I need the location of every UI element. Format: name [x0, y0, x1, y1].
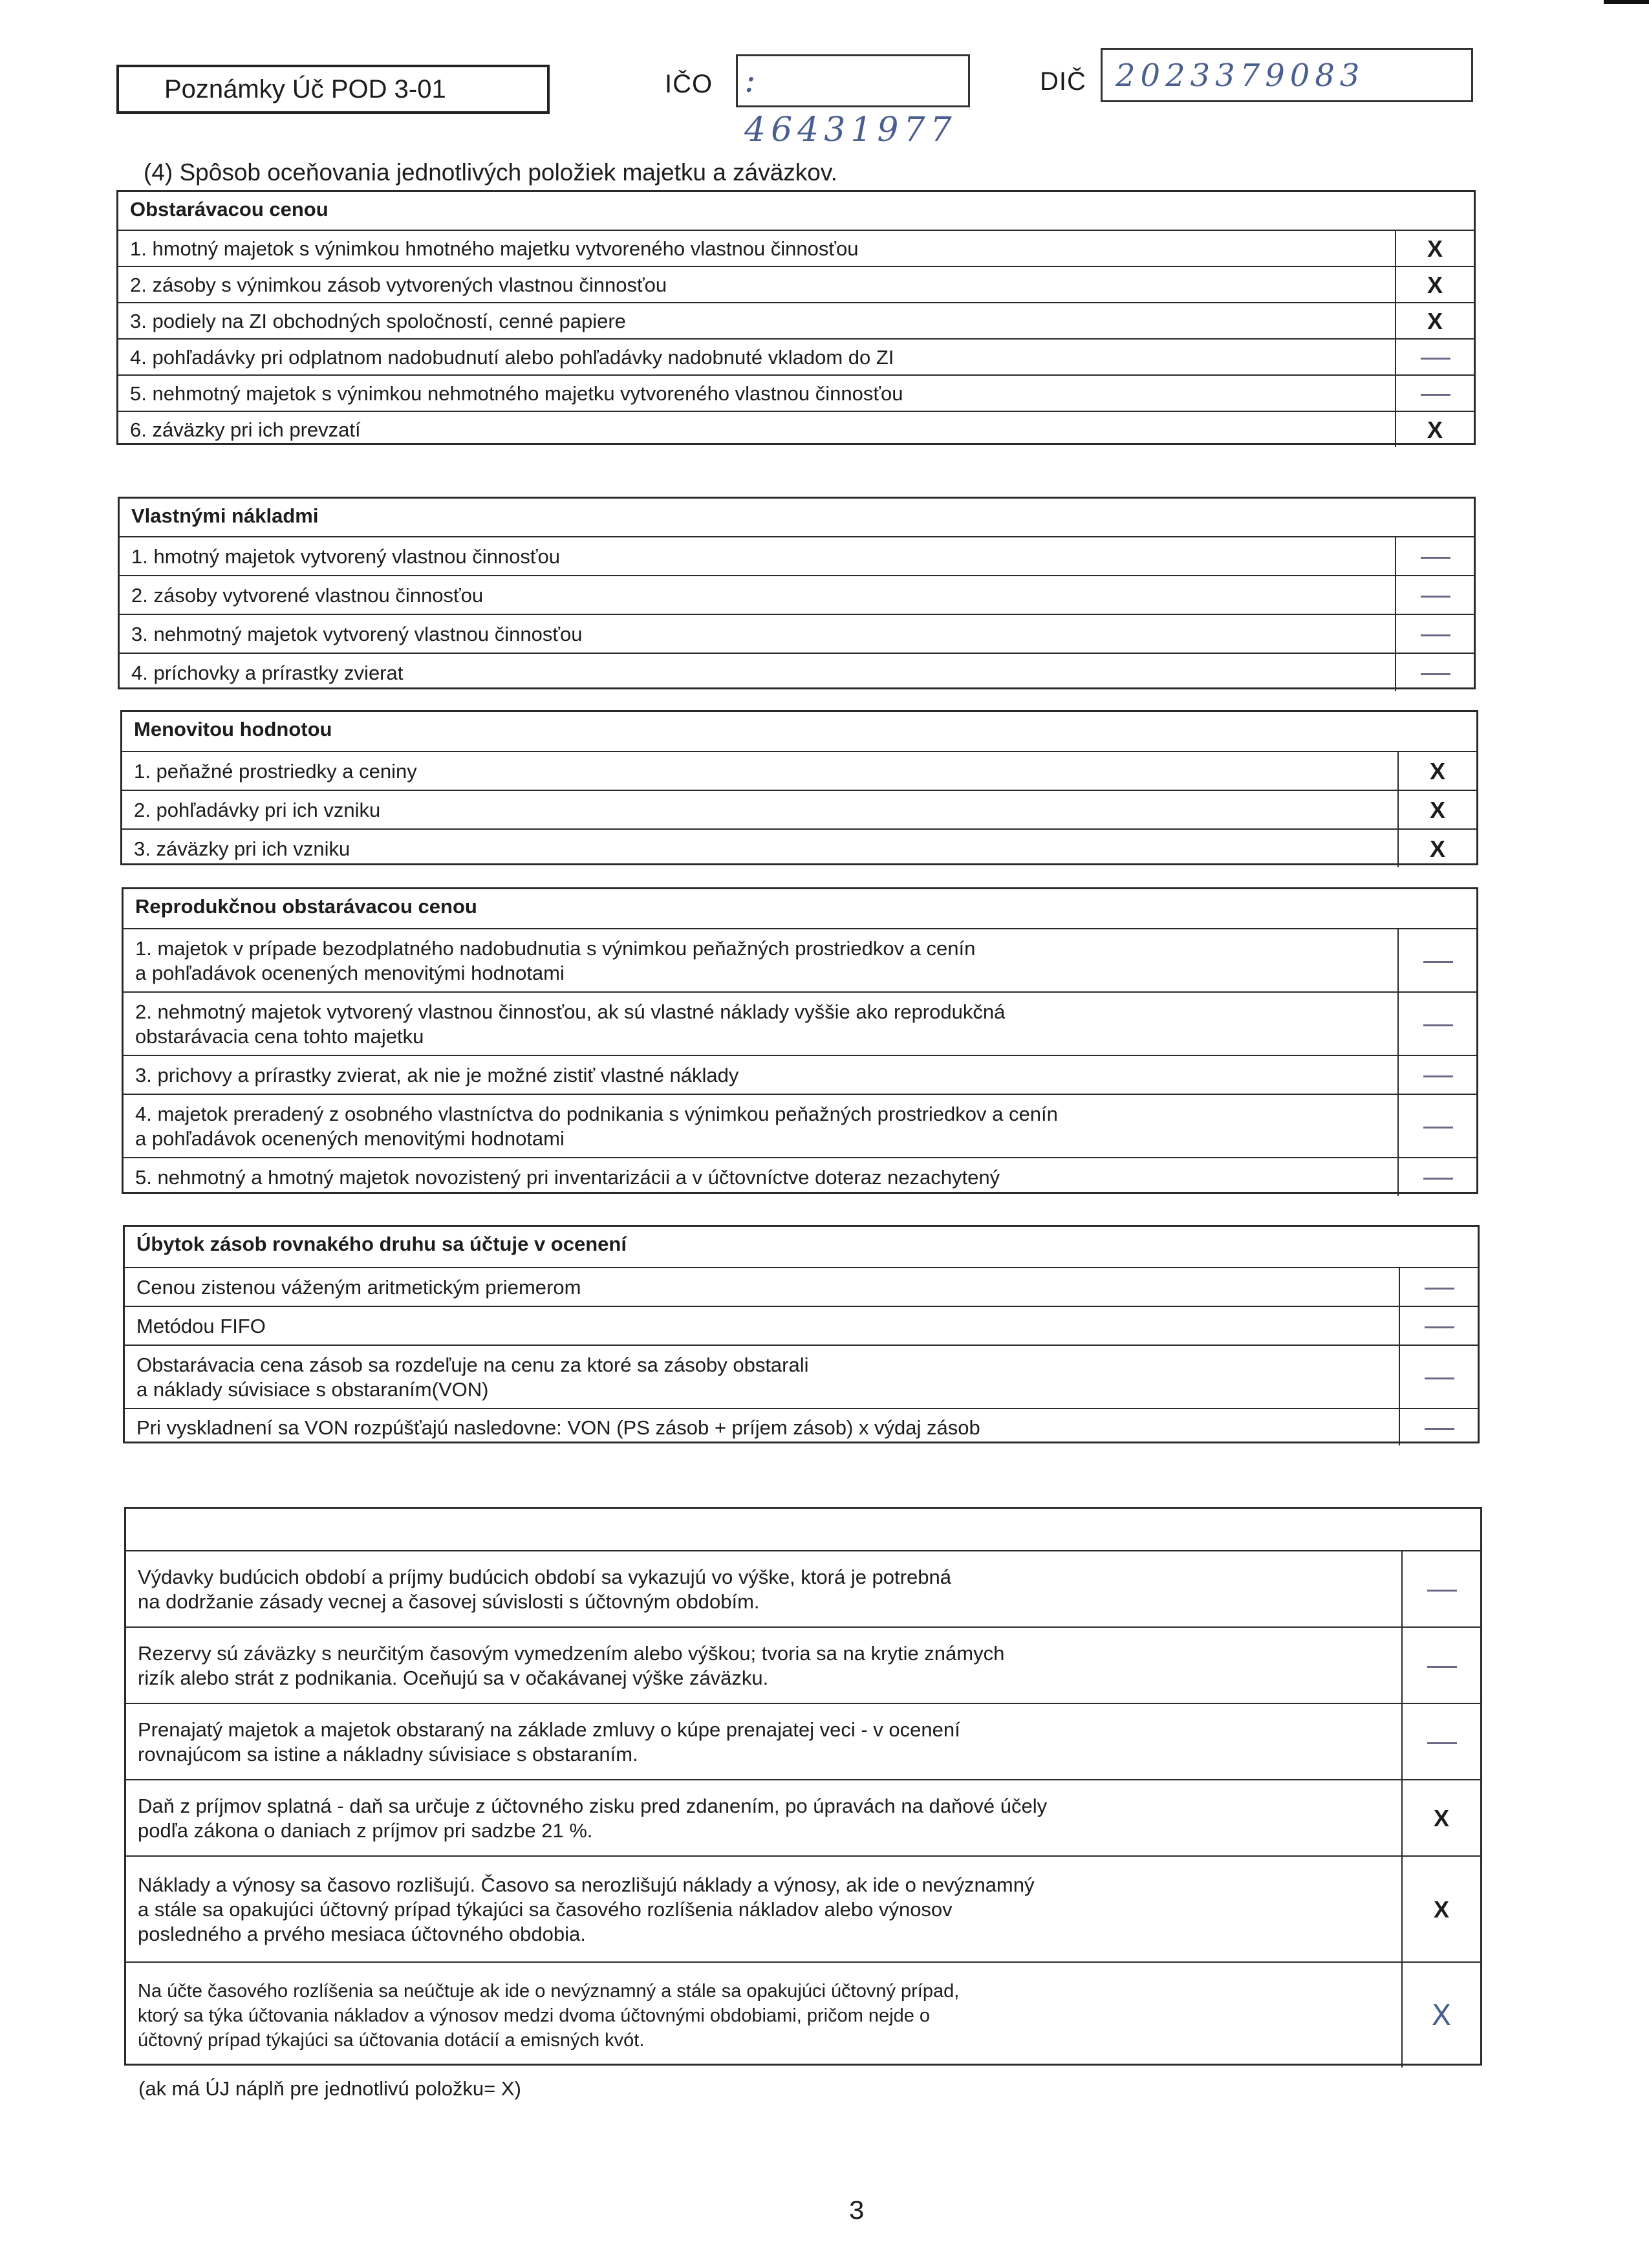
- row-label: 1. hmotný majetok vytvorený vlastnou činnosťou: [131, 545, 560, 568]
- x-mark: X: [1429, 758, 1445, 784]
- table-row: [118, 411, 1474, 447]
- dash-mark: [1421, 634, 1450, 636]
- mark-cell[interactable]: [1401, 1628, 1480, 1703]
- row-label: Náklady a výnosy sa časovo rozlišujú. Časovo sa nerozlišujú náklady a výnosy, ak ide o nevýznamný: [138, 1874, 1035, 1896]
- mark-cell[interactable]: [1399, 1268, 1478, 1306]
- row-label: 2. pohľadávky pri ich vzniku: [134, 799, 381, 821]
- x-mark: X: [1427, 272, 1443, 298]
- mark-cell[interactable]: [1399, 1307, 1478, 1345]
- row-label: Metódou FIFO: [136, 1315, 266, 1337]
- table-row: [120, 536, 1474, 575]
- form-title: Poznámky Úč POD 3-01: [116, 65, 550, 114]
- mark-cell[interactable]: [1401, 1857, 1480, 1961]
- mark-cell[interactable]: [1395, 576, 1474, 614]
- table-row: [125, 1345, 1478, 1408]
- row-label: 2. zásoby vytvorené vlastnou činnosťou: [131, 584, 484, 607]
- table-ostatne: [124, 1507, 1482, 2066]
- table-row: [124, 991, 1476, 1055]
- x-mark: X: [1433, 1805, 1449, 1831]
- row-label: 1. hmotný majetok s výnimkou hmotného majetku vytvoreného vlastnou činnosťou: [130, 237, 859, 260]
- mark-cell[interactable]: [1395, 303, 1474, 338]
- table-heading: Obstarávacou cenou: [130, 198, 329, 221]
- table-row: [118, 338, 1474, 374]
- row-label: Prenajatý majetok a majetok obstaraný na základe zmluvy o kúpe prenajatej veci - v ocenení: [138, 1718, 960, 1741]
- dash-mark: [1423, 1127, 1453, 1129]
- table-row: [120, 575, 1474, 614]
- table-ubytok: [123, 1225, 1480, 1443]
- row-label: 5. nehmotný a hmotný majetok novozistený pri inventarizácii a v účtovníctve doteraz nezachytený: [135, 1166, 1000, 1189]
- row-label: 2. nehmotný majetok vytvorený vlastnou činnosťou, ak sú vlastné náklady vyššie ako reprodukčná: [135, 1000, 1006, 1023]
- mark-cell[interactable]: [1397, 1056, 1476, 1094]
- mark-cell[interactable]: [1395, 231, 1474, 266]
- dash-mark: [1425, 1326, 1454, 1328]
- mark-cell[interactable]: [1397, 929, 1476, 991]
- mark-cell[interactable]: [1397, 752, 1476, 790]
- row-label: posledného a prvého mesiaca účtovného obdobia.: [138, 1923, 586, 1945]
- dash-mark: [1421, 673, 1450, 675]
- mark-cell[interactable]: [1395, 615, 1474, 653]
- scan-edge-mark: [1604, 0, 1649, 4]
- dash-mark: [1423, 961, 1453, 963]
- table-row: [125, 1306, 1478, 1345]
- table-heading: Menovitou hodnotou: [134, 718, 332, 740]
- table-heading: Úbytok zásob rovnakého druhu sa účtuje v ocenení: [136, 1233, 627, 1255]
- table-row: [124, 1094, 1476, 1157]
- row-label: Daň z príjmov splatná - daň sa určuje z účtovného zisku pred zdanením, po úpravách na daňové účely: [138, 1795, 1048, 1817]
- ico-label: IČO: [665, 70, 713, 98]
- table-row: [118, 302, 1474, 338]
- row-label: Na účte časového rozlíšenia sa neúčtuje ak ide o nevýznamný a stále sa opakujúci účtovný prípad,: [138, 1981, 960, 2002]
- mark-cell[interactable]: [1395, 267, 1474, 302]
- row-label: 4. príchovky a prírastky zvierat: [131, 662, 404, 684]
- dash-mark: [1421, 596, 1450, 598]
- mark-cell[interactable]: [1401, 1704, 1480, 1779]
- mark-cell[interactable]: [1397, 993, 1476, 1055]
- mark-cell[interactable]: [1395, 376, 1474, 411]
- row-label: Obstarávacia cena zásob sa rozdeľuje na cenu za ktoré sa zásoby obstarali: [136, 1354, 809, 1376]
- table-row: [126, 1961, 1480, 2068]
- dash-mark: [1423, 1075, 1453, 1077]
- row-label: a stále sa opakujúci účtovný prípad týkajúci sa časového rozlíšenia nákladov alebo výnosov: [138, 1898, 953, 1921]
- dash-mark: [1425, 1428, 1454, 1430]
- x-mark: X: [1427, 308, 1443, 334]
- row-label: 6. záväzky pri ich prevzatí: [130, 418, 361, 441]
- dash-mark: [1427, 1666, 1457, 1668]
- table-row: [122, 828, 1476, 867]
- table-row: [122, 790, 1476, 828]
- dash-mark: [1427, 1742, 1457, 1744]
- row-label: 3. podiely na ZI obchodných spoločností, cenné papiere: [130, 310, 626, 332]
- x-mark: X: [1431, 1999, 1452, 2032]
- table-row: [124, 1157, 1476, 1196]
- table-row: [120, 653, 1474, 691]
- row-label: Pri vyskladnení sa VON rozpúšťajú nasledovne: VON (PS zásob + príjem zásob) x výdaj zásob: [136, 1416, 980, 1439]
- x-mark: X: [1433, 1896, 1449, 1923]
- page-number: 3: [848, 2196, 865, 2227]
- row-label: podľa zákona o daniach z príjmov pri sadzbe 21 %.: [138, 1819, 593, 1842]
- table-row: [118, 374, 1474, 411]
- dic-field[interactable]: 2023379083: [1101, 48, 1473, 102]
- table-row: [118, 266, 1474, 302]
- row-label: Cenou zistenou váženým aritmetickým priemerom: [136, 1276, 581, 1299]
- x-mark: X: [1429, 797, 1445, 823]
- row-label: a pohľadávok ocenených menovitými hodnotami: [135, 1127, 565, 1150]
- table-row: [126, 1703, 1480, 1779]
- section-title: (4) Spôsob oceňovania jednotlivých položiek majetku a záväzkov.: [144, 159, 837, 186]
- x-mark: X: [1427, 416, 1443, 443]
- mark-cell[interactable]: [1401, 1780, 1480, 1855]
- x-mark: X: [1427, 235, 1443, 262]
- row-label: 1. majetok v prípade bezodplatného nadobudnutia s výnimkou peňažných prostriedkov a cenín: [135, 937, 976, 960]
- table-row: [126, 1779, 1480, 1855]
- row-label: 5. nehmotný majetok s výnimkou nehmotného majetku vytvoreného vlastnou činnosťou: [130, 382, 903, 405]
- row-label: a náklady súvisiace s obstaraním(VON): [136, 1378, 489, 1401]
- row-label: na dodržanie zásady vecnej a časovej súvislosti s účtovným obdobím.: [138, 1590, 760, 1613]
- mark-cell[interactable]: [1399, 1409, 1478, 1445]
- dash-mark: [1421, 557, 1450, 559]
- row-label: a pohľadávok ocenených menovitými hodnotami: [135, 962, 565, 984]
- dash-mark: [1421, 358, 1450, 360]
- mark-cell[interactable]: [1397, 1158, 1476, 1196]
- dash-mark: [1425, 1377, 1454, 1379]
- table-heading: Reprodukčnou obstarávacou cenou: [135, 895, 477, 918]
- row-label: účtovný prípad týkajúci sa účtovania dotácií a emisných kvót.: [138, 2030, 645, 2051]
- row-label: 1. peňažné prostriedky a ceniny: [134, 760, 417, 783]
- table-heading: Vlastnými nákladmi: [131, 504, 319, 527]
- row-label: Rezervy sú záväzky s neurčitým časovým vymedzením alebo výškou; tvoria sa na krytie známych: [138, 1642, 1005, 1665]
- mark-cell[interactable]: [1395, 537, 1474, 575]
- table-row: [120, 614, 1474, 653]
- table-row: [124, 928, 1476, 991]
- mark-cell[interactable]: [1395, 654, 1474, 691]
- dash-mark: [1427, 1590, 1457, 1592]
- table-row: [126, 1626, 1480, 1703]
- row-label: ktorý sa týka účtovania nákladov a výnosov medzi dvoma účtovnými obdobiami, pričom nejde o: [138, 2005, 931, 2026]
- row-label: 3. záväzky pri ich vzniku: [134, 837, 350, 860]
- table-row: [126, 1550, 1480, 1626]
- row-label: rovnajúcom sa istine a nákladny súvisiace s obstaraním.: [138, 1743, 638, 1766]
- row-label: rizík alebo strát z podnikania. Oceňujú sa v očakávanej výške záväzku.: [138, 1667, 769, 1689]
- table-menovitou: [120, 710, 1478, 865]
- mark-cell[interactable]: [1399, 1346, 1478, 1408]
- row-label: 3. prichovy a prírastky zvierat, ak nie je možné zistiť vlastné náklady: [135, 1064, 739, 1086]
- mark-cell[interactable]: [1401, 1551, 1480, 1626]
- x-mark: X: [1429, 836, 1445, 862]
- row-label: Výdavky budúcich období a príjmy budúcich období sa vykazujú vo výške, ktorá je potrebná: [138, 1566, 951, 1588]
- row-label: 2. zásoby s výnimkou zásob vytvorených vlastnou činnosťou: [130, 274, 667, 296]
- legend-note: (ak má ÚJ náplň pre jednotlivú položku= X): [138, 2077, 521, 2100]
- mark-cell[interactable]: [1401, 1963, 1480, 2068]
- table-reprodukcnou: [122, 887, 1478, 1194]
- row-label: 3. nehmotný majetok vytvorený vlastnou činnosťou: [131, 623, 583, 645]
- table-vlastnymi: [118, 497, 1476, 689]
- table-heading: [126, 1509, 1480, 1550]
- mark-cell[interactable]: [1395, 412, 1474, 447]
- dash-mark: [1425, 1288, 1454, 1290]
- row-label: 4. majetok preradený z osobného vlastníctva do podnikania s výnimkou peňažných prostriedkov a cenín: [135, 1103, 1058, 1125]
- table-row: [118, 230, 1474, 266]
- table-row: [126, 1855, 1480, 1961]
- table-row: [125, 1267, 1478, 1306]
- table-row: [125, 1408, 1478, 1445]
- row-label: obstarávacia cena tohto majetku: [135, 1025, 424, 1048]
- dash-mark: [1423, 1024, 1453, 1026]
- dash-mark: [1423, 1178, 1453, 1180]
- table-row: [122, 751, 1476, 790]
- dash-mark: [1421, 394, 1450, 396]
- row-label: 4. pohľadávky pri odplatnom nadobudnutí alebo pohľadávky nadobnuté vkladom do ZI: [130, 346, 894, 369]
- ico-field[interactable]: : 46431977: [736, 54, 970, 107]
- table-row: [124, 1055, 1476, 1094]
- mark-cell[interactable]: [1397, 791, 1476, 828]
- mark-cell[interactable]: [1395, 340, 1474, 374]
- table-obstaravacou: [116, 190, 1476, 445]
- mark-cell[interactable]: [1397, 1095, 1476, 1157]
- mark-cell[interactable]: [1397, 830, 1476, 867]
- dic-label: DIČ: [1040, 67, 1086, 96]
